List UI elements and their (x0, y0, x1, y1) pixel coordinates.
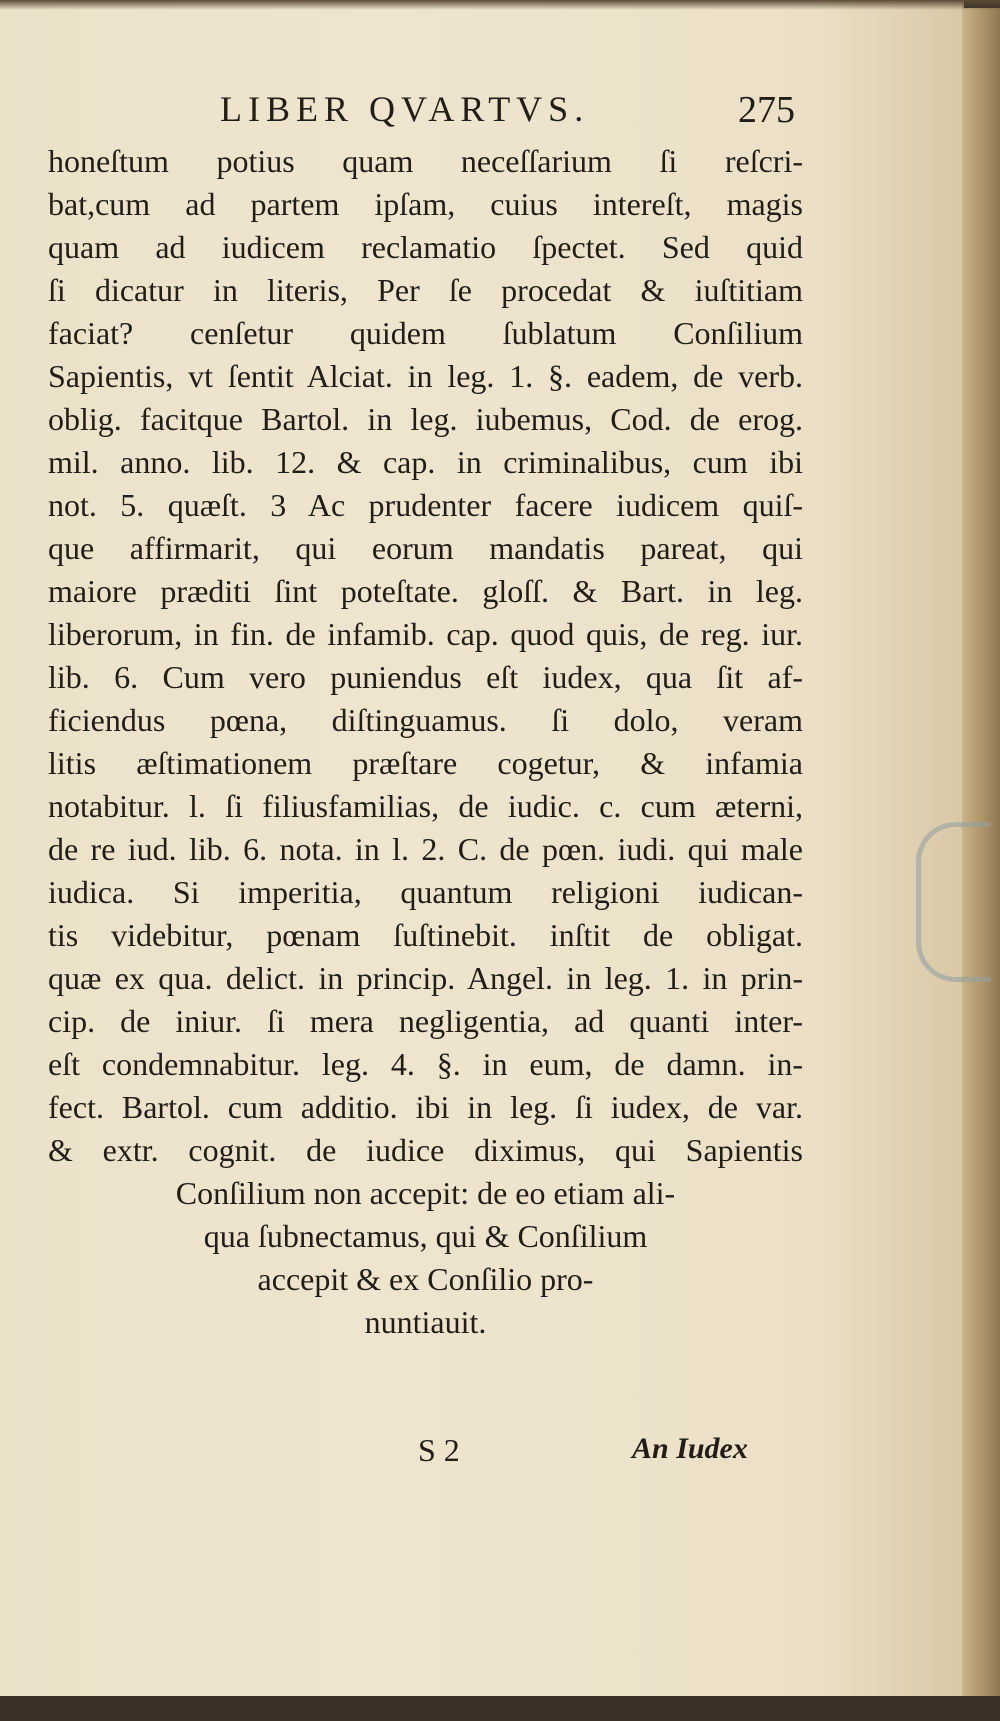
text-line: lib. 6. Cum vero puniendus eſt iudex, qua ſit af- (48, 659, 803, 695)
body-text (48, 140, 803, 1344)
text-line: tis videbitur, pœnam ſuſtinebit. inſtit de obligat. (48, 917, 803, 953)
text-line: not. 5. quæſt. 3 Ac prudenter facere iudicem quiſ- (48, 487, 803, 523)
text-line: mil. anno. lib. 12. & cap. in criminalibus, cum ibi (48, 444, 803, 480)
bottom-shadow (0, 1696, 1000, 1721)
text-line: fect. Bartol. cum additio. ibi in leg. ſi iudex, de var. (48, 1089, 803, 1125)
top-shadow (0, 0, 1000, 10)
text-line: & extr. cognit. de iudice diximus, qui Sapientis (48, 1132, 803, 1168)
text-line: Sapientis, vt ſentit Alciat. in leg. 1. §. eadem, de verb. (48, 358, 803, 394)
text-line: faciat? cenſetur quidem ſublatum Conſilium (48, 315, 803, 351)
text-line: litis æſtimationem præſtare cogetur, & infamia (48, 745, 803, 781)
text-line: que affirmarit, qui eorum mandatis pareat, qui (48, 530, 803, 566)
text-line: quam ad iudicem reclamatio ſpectet. Sed quid (48, 229, 803, 265)
text-line: bat,cum ad partem ipſam, cuius intereſt, magis (48, 186, 803, 222)
text-line: honeſtum potius quam neceſſarium ſi reſcri- (48, 143, 803, 179)
text-line: quæ ex qua. delict. in princip. Angel. in leg. 1. in prin- (48, 960, 803, 996)
catchword: An Iudex (632, 1432, 748, 1465)
text-line: oblig. facitque Bartol. in leg. iubemus, Cod. de erog. (48, 401, 803, 437)
text-line: liberorum, in fin. de infamib. cap. quod quis, de reg. iur. (48, 616, 803, 652)
text-line-centered: qua ſubnectamus, qui & Conſilium (203, 1218, 648, 1254)
running-head: LIBER QVARTVS. (220, 89, 590, 129)
text-line-centered: Conſilium non accepit: de eo etiam ali- (175, 1175, 676, 1211)
text-line-centered: nuntiauit. (364, 1304, 487, 1340)
page-number: 275 (738, 89, 795, 131)
clip-mark (916, 822, 991, 982)
signature-mark: S 2 (418, 1432, 460, 1468)
text-line: cip. de iniur. ſi mera negligentia, ad quanti inter- (48, 1003, 803, 1039)
text-line: notabitur. l. ſi filiusfamilias, de iudic. c. cum æterni, (48, 788, 803, 824)
text-line: eſt condemnabitur. leg. 4. §. in eum, de damn. in- (48, 1046, 803, 1082)
text-line: ſi dicatur in literis, Per ſe procedat & iuſtitiam (48, 272, 803, 308)
text-line: de re iud. lib. 6. nota. in l. 2. C. de pœn. iudi. qui male (48, 831, 803, 867)
text-line: maiore præditi ſint poteſtate. gloſſ. & Bart. in leg. (48, 573, 803, 609)
text-line: ficiendus pœna, diſtinguamus. ſi dolo, veram (48, 702, 803, 738)
text-line: iudica. Si imperitia, quantum religioni iudican- (48, 874, 803, 910)
text-line-centered: accepit & ex Conſilio pro- (257, 1261, 594, 1297)
